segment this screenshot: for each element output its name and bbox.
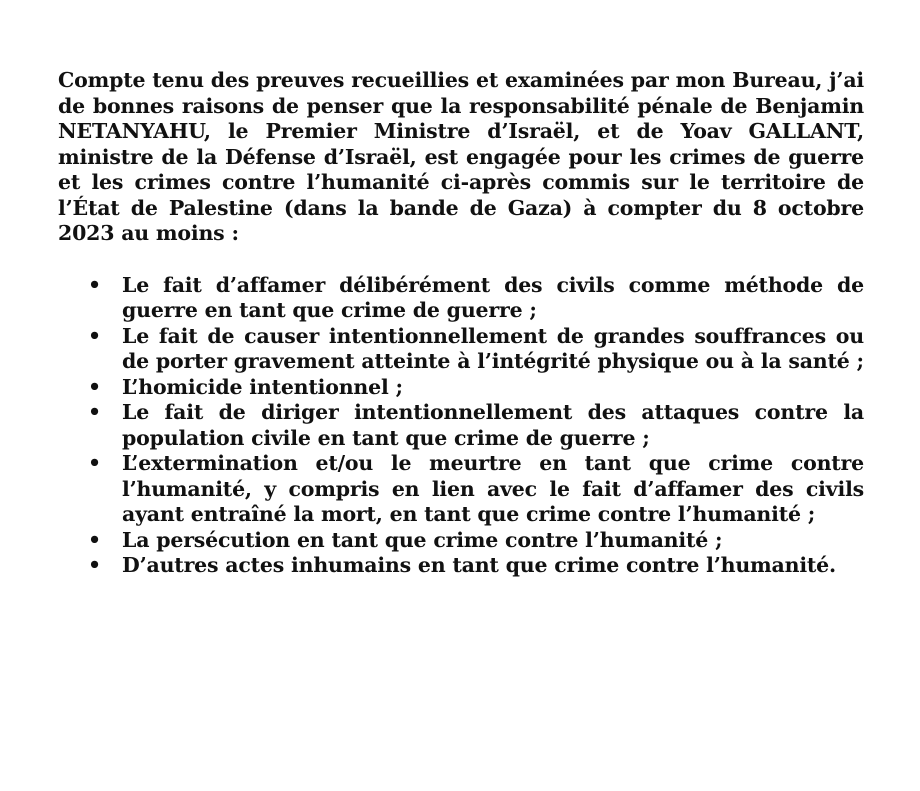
list-item [58, 451, 864, 528]
bullet-icon: • [88, 451, 101, 475]
list-item-text: La persécution en tant que crime contre l’humanité ; [122, 527, 723, 552]
list-item [58, 400, 864, 451]
bullet-icon: • [88, 553, 101, 577]
list-item [58, 375, 864, 401]
list-item-text: Le fait de causer intentionnellement de grandes souffrances ou de porter gravement atteinte à l’intégrité physique ou à la santé ; [122, 323, 864, 373]
list-item-text: L’extermination et/ou le meurtre en tant que crime contre l’humanité, y compris en lien avec le fait d’affamer des civils ayant entraîné la mort, en tant que crime contre l’humanité ; [122, 451, 864, 526]
document-body [58, 68, 864, 579]
bullet-icon: • [88, 527, 101, 552]
list-item-text: D’autres actes inhumains en tant que crime contre l’humanité. [122, 553, 836, 577]
list-item-text: Le fait d’affamer délibérément des civils comme méthode de guerre en tant que crime de guerre ; [122, 272, 864, 322]
bullet-icon: • [88, 323, 101, 348]
list-item-text: L’homicide intentionnel ; [122, 374, 403, 399]
list-item [58, 324, 864, 375]
list-item [58, 553, 864, 579]
bullet-icon: • [88, 400, 101, 424]
list-item [58, 528, 864, 554]
bullet-icon: • [88, 374, 101, 399]
intro-paragraph: Compte tenu des preuves recueillies et examinées par mon Bureau, j’ai de bonnes raisons de penser que la responsabilité pénale de Benjamin NETANYAHU, le Premier Ministre d’Israël, et de Yoav GALLANT, ministre de la Défense d’Israël, est engagée pour les crimes de guerre et les crimes contre l’humanité ci-après commis sur le territoire de l’État de Palestine (dans la bande de Gaza) à compter du 8 octobre 2023 au moins : [58, 68, 864, 245]
crimes-list [58, 273, 864, 579]
bullet-icon: • [88, 272, 101, 297]
list-item [58, 273, 864, 324]
list-item-text: Le fait de diriger intentionnellement des attaques contre la population civile en tant que crime de guerre ; [122, 400, 864, 450]
